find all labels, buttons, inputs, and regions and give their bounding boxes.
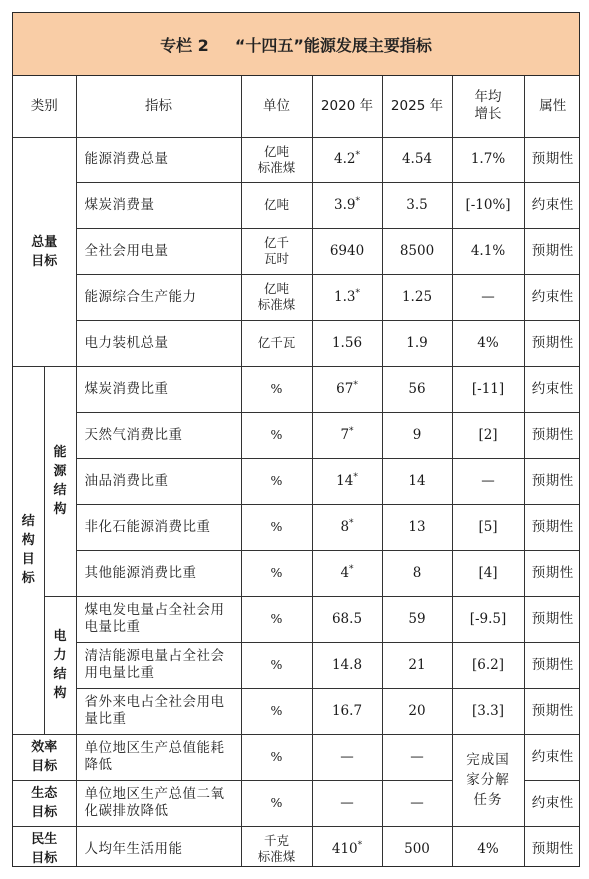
- value-2020-cell: —: [312, 734, 382, 780]
- table-row: [13, 458, 580, 504]
- growth-merged-cell: [452, 734, 524, 826]
- table-row: [13, 412, 580, 458]
- subgroup-energy-structure: [44, 366, 76, 596]
- attribute-cell: 约束性: [524, 182, 580, 228]
- attribute-cell: 约束性: [524, 274, 580, 320]
- attribute-cell: 预期性: [524, 596, 580, 642]
- value-2025-cell: —: [382, 734, 452, 780]
- value-2020: 1.56: [331, 334, 363, 351]
- value-2020: 7: [340, 426, 350, 443]
- indicator-cell: 单位地区生产总值能耗降低: [76, 734, 241, 780]
- growth-cell: [6.2]: [452, 642, 524, 688]
- indicator-cell: 电力装机总量: [76, 320, 241, 366]
- indicator-cell: 能源消费总量: [76, 137, 241, 182]
- asterisk-mark: *: [357, 840, 363, 851]
- value-2020-cell: [312, 366, 382, 412]
- growth-cell: —: [452, 458, 524, 504]
- growth-cell: 4%: [452, 320, 524, 366]
- unit-cell: 亿吨 标准煤: [241, 274, 312, 320]
- growth-cell: 4%: [452, 826, 524, 867]
- growth-cell: [5]: [452, 504, 524, 550]
- header-2020: 2020 年: [312, 76, 382, 137]
- table-title: “十四五”能源发展主要指标: [234, 35, 432, 55]
- value-2025-cell: 14: [382, 458, 452, 504]
- value-2020-cell: [312, 826, 382, 867]
- attribute-cell: 预期性: [524, 320, 580, 366]
- value-2020: 3.9: [334, 196, 356, 213]
- value-2025-cell: 13: [382, 504, 452, 550]
- value-2025-cell: 9: [382, 412, 452, 458]
- table-row: [13, 320, 580, 366]
- asterisk-mark: *: [349, 518, 354, 528]
- growth-cell: 4.1%: [452, 228, 524, 274]
- value-2020: 1.3: [334, 288, 356, 305]
- unit-cell: %: [241, 734, 312, 780]
- asterisk-mark: *: [349, 564, 354, 574]
- unit-cell: 千克 标准煤: [241, 826, 312, 867]
- value-2020-cell: [312, 596, 382, 642]
- value-2020-cell: [312, 228, 382, 274]
- attribute-cell: 预期性: [524, 458, 580, 504]
- attribute-cell: 预期性: [524, 228, 580, 274]
- asterisk-mark: *: [353, 472, 358, 482]
- table-row: [13, 688, 580, 734]
- indicator-table-frame: [12, 12, 580, 867]
- growth-cell: 1.7%: [452, 137, 524, 182]
- indicator-cell: 能源综合生产能力: [76, 274, 241, 320]
- asterisk-mark: *: [349, 426, 354, 436]
- value-2020-cell: [312, 412, 382, 458]
- growth-cell: [4]: [452, 550, 524, 596]
- indicator-cell: 全社会用电量: [76, 228, 241, 274]
- indicator-cell: 清洁能源电量占全社会用电量比重: [76, 642, 241, 688]
- unit-cell: 亿千瓦: [241, 320, 312, 366]
- asterisk-mark: *: [355, 196, 360, 206]
- value-2025-cell: —: [382, 780, 452, 826]
- growth-cell: [-9.5]: [452, 596, 524, 642]
- table-row: [13, 137, 580, 182]
- value-2025-cell: 1.25: [382, 274, 452, 320]
- header-attribute: 属性: [524, 76, 580, 137]
- value-2020: 14: [336, 472, 354, 489]
- group-label: 效率 目标: [31, 740, 58, 774]
- value-2020-cell: [312, 642, 382, 688]
- value-2025-cell: 8: [382, 550, 452, 596]
- value-2020-cell: [312, 320, 382, 366]
- unit-cell: %: [241, 688, 312, 734]
- attribute-cell: 约束性: [524, 734, 580, 780]
- value-2020-cell: [312, 504, 382, 550]
- indicator-cell: 其他能源消费比重: [76, 550, 241, 596]
- header-growth: 年均 增长: [452, 76, 524, 137]
- group-structure-target: [13, 366, 44, 734]
- value-2020: 410: [331, 840, 358, 857]
- column-label: 专栏 2: [160, 35, 209, 55]
- asterisk-mark: *: [355, 150, 360, 161]
- table-row: [13, 182, 580, 228]
- indicator-cell: 省外来电占全社会用电量比重: [76, 688, 241, 734]
- asterisk-mark: *: [353, 380, 358, 390]
- value-2020-cell: [312, 137, 382, 182]
- growth-cell: [3.3]: [452, 688, 524, 734]
- header-row: [13, 76, 580, 137]
- value-2020-cell: —: [312, 780, 382, 826]
- value-2025-cell: 3.5: [382, 182, 452, 228]
- attribute-cell: 预期性: [524, 826, 580, 867]
- unit-cell: %: [241, 504, 312, 550]
- value-2025-cell: 56: [382, 366, 452, 412]
- header-indicator: 指标: [76, 76, 241, 137]
- value-2020: 4: [340, 564, 350, 581]
- value-2025-cell: 500: [382, 826, 452, 867]
- value-2020: 8: [340, 518, 350, 535]
- table-row: [13, 228, 580, 274]
- group-label: 结构 目标: [21, 514, 35, 586]
- indicator-cell: 天然气消费比重: [76, 412, 241, 458]
- growth-cell: —: [452, 274, 524, 320]
- group-ecology-target: [13, 780, 76, 826]
- unit-cell: %: [241, 596, 312, 642]
- table-row: [13, 366, 580, 412]
- value-2020: 6940: [329, 242, 365, 259]
- value-2020-cell: [312, 550, 382, 596]
- indicator-cell: 煤电发电量占全社会用电量比重: [76, 596, 241, 642]
- growth-cell: [2]: [452, 412, 524, 458]
- table-row: [13, 642, 580, 688]
- subgroup-label: 电力结构: [53, 629, 67, 701]
- group-label: 生态 目标: [31, 786, 58, 820]
- group-total-target: [13, 137, 76, 366]
- value-2025-cell: 20: [382, 688, 452, 734]
- unit-cell: %: [241, 412, 312, 458]
- unit-cell: %: [241, 550, 312, 596]
- indicator-cell: 人均年生活用能: [76, 826, 241, 867]
- merged-growth-text: 完成国家分解任务: [466, 752, 510, 808]
- value-2025-cell: 4.54: [382, 137, 452, 182]
- value-2025-cell: 1.9: [382, 320, 452, 366]
- table-row: [13, 596, 580, 642]
- attribute-cell: 预期性: [524, 550, 580, 596]
- growth-cell: [-10%]: [452, 182, 524, 228]
- value-2020-cell: [312, 274, 382, 320]
- unit-cell: %: [241, 458, 312, 504]
- table-row: [13, 550, 580, 596]
- table-row: [13, 734, 580, 780]
- indicator-cell: 单位地区生产总值二氧化碳排放降低: [76, 780, 241, 826]
- energy-indicators-table: [13, 76, 580, 867]
- indicator-cell: 非化石能源消费比重: [76, 504, 241, 550]
- header-unit: 单位: [241, 76, 312, 137]
- subgroup-label: 能源结构: [53, 445, 67, 517]
- table-row: [13, 504, 580, 550]
- value-2025-cell: 21: [382, 642, 452, 688]
- value-2020: 4.2: [334, 151, 356, 167]
- group-label: 总量 目标: [31, 234, 58, 269]
- unit-cell: %: [241, 366, 312, 412]
- header-2025: 2025 年: [382, 76, 452, 137]
- header-category: 类别: [13, 76, 76, 137]
- group-efficiency-target: [13, 734, 76, 780]
- growth-cell: [-11]: [452, 366, 524, 412]
- group-livelihood-target: [13, 826, 76, 867]
- attribute-cell: 预期性: [524, 412, 580, 458]
- unit-cell: 亿千 瓦时: [241, 228, 312, 274]
- unit-cell: 亿吨: [241, 182, 312, 228]
- value-2020: 14.8: [331, 656, 363, 673]
- unit-cell: %: [241, 642, 312, 688]
- value-2020-cell: [312, 182, 382, 228]
- attribute-cell: 约束性: [524, 780, 580, 826]
- unit-cell: 亿吨 标准煤: [241, 137, 312, 182]
- indicator-cell: 油品消费比重: [76, 458, 241, 504]
- group-label: 民生 目标: [31, 832, 58, 867]
- value-2025-cell: 59: [382, 596, 452, 642]
- attribute-cell: 预期性: [524, 642, 580, 688]
- unit-cell: %: [241, 780, 312, 826]
- value-2025-cell: 8500: [382, 228, 452, 274]
- attribute-cell: 约束性: [524, 366, 580, 412]
- value-2020-cell: [312, 458, 382, 504]
- table-title-bar: [13, 13, 579, 76]
- attribute-cell: 预期性: [524, 137, 580, 182]
- indicator-cell: 煤炭消费量: [76, 182, 241, 228]
- value-2020: 67: [336, 380, 354, 397]
- value-2020: 68.5: [331, 610, 363, 627]
- attribute-cell: 预期性: [524, 688, 580, 734]
- indicator-cell: 煤炭消费比重: [76, 366, 241, 412]
- subgroup-power-structure: [44, 596, 76, 734]
- value-2020: 16.7: [331, 702, 363, 719]
- value-2020-cell: [312, 688, 382, 734]
- table-row: [13, 274, 580, 320]
- attribute-cell: 预期性: [524, 504, 580, 550]
- asterisk-mark: *: [355, 288, 360, 298]
- table-row: [13, 826, 580, 867]
